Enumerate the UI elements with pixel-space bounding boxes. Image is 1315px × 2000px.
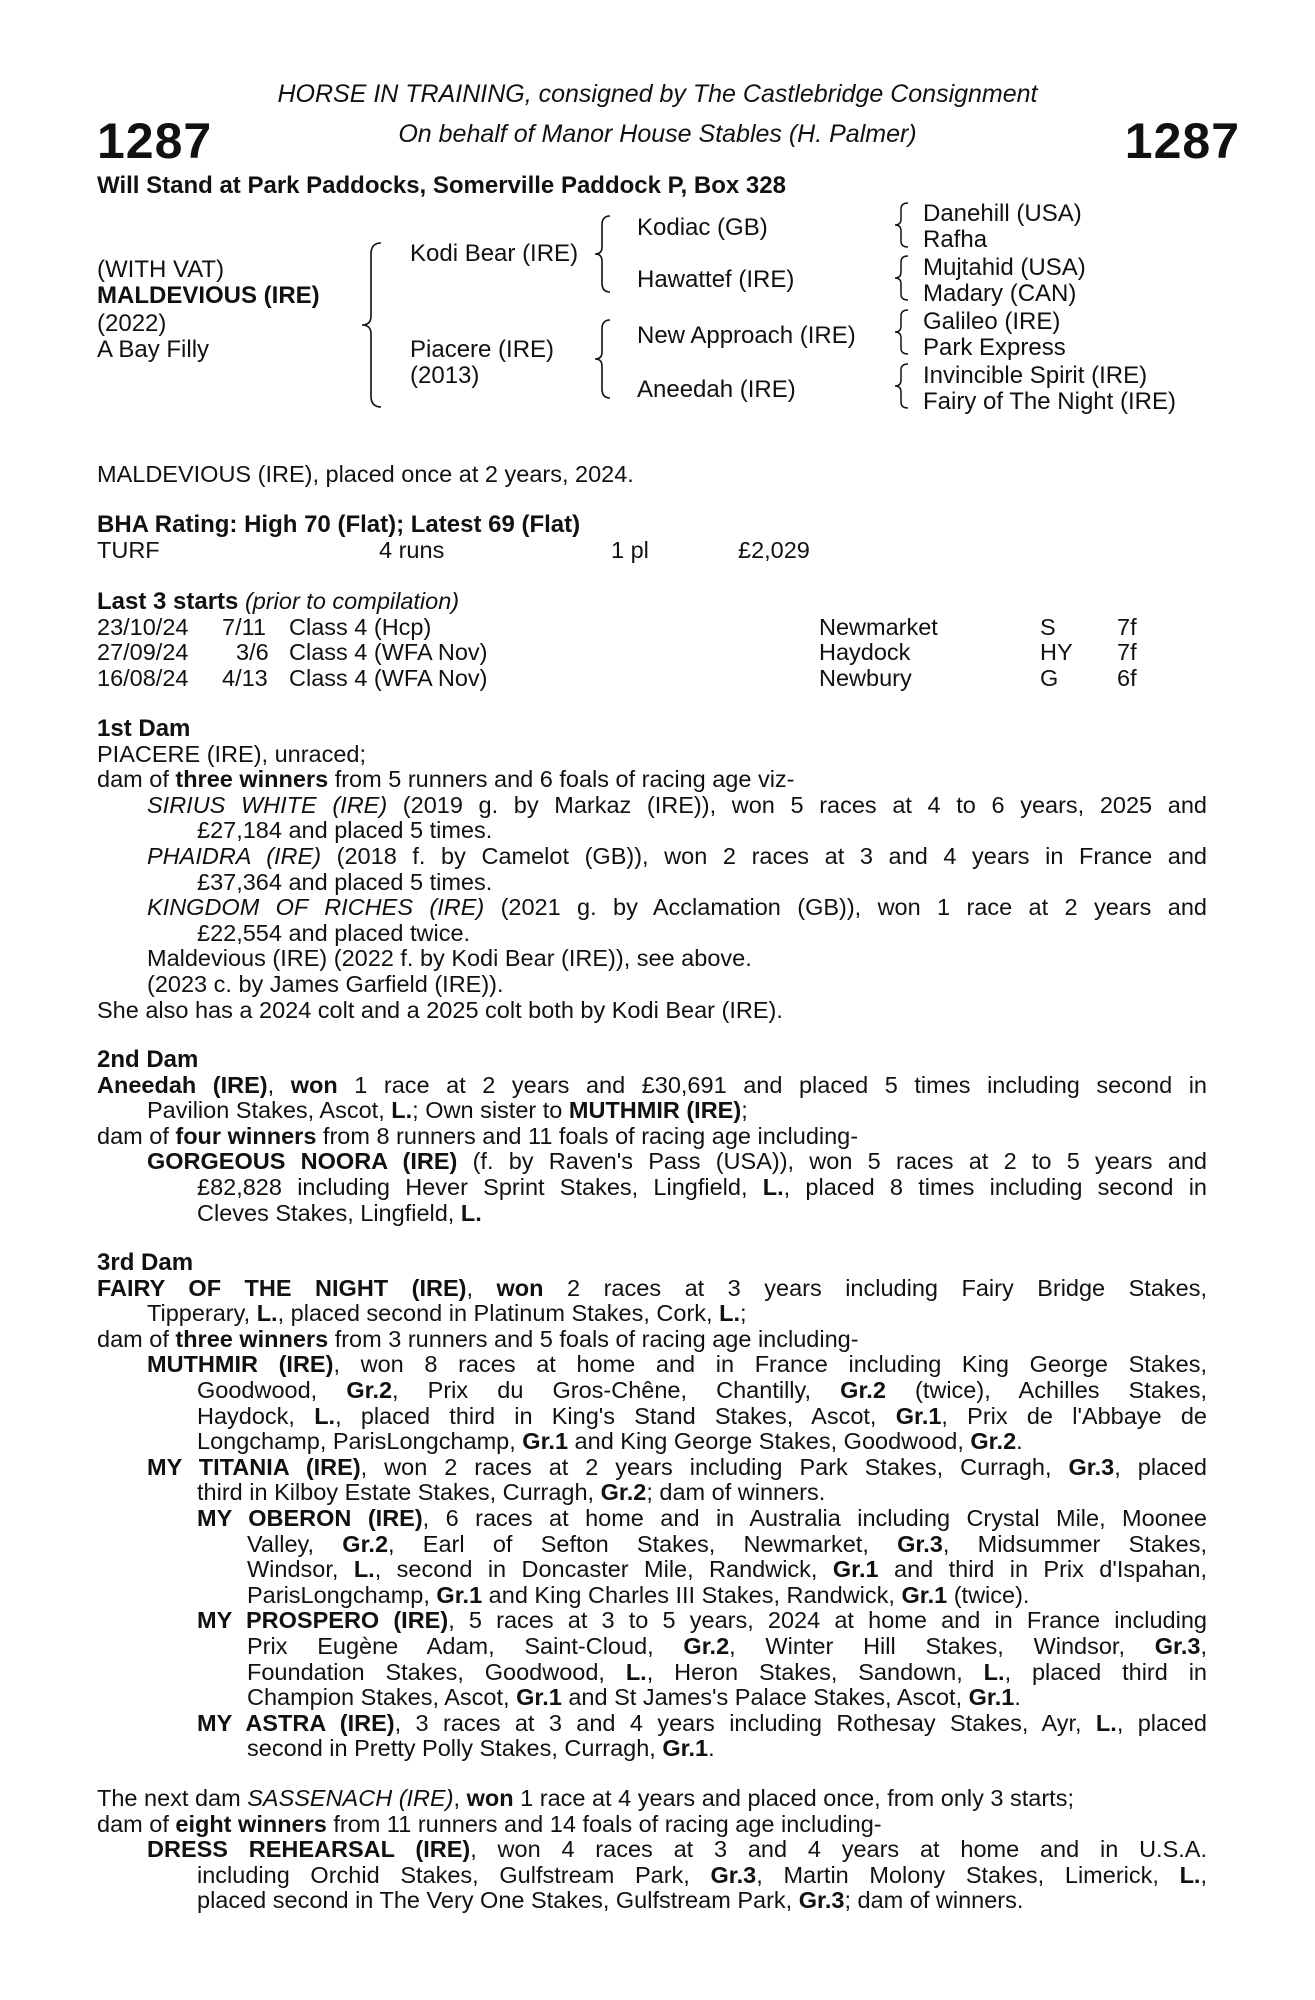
stand-location: Will Stand at Park Paddocks, Somerville Paddock P, Box 328	[97, 172, 786, 199]
progeny-line: Goodwood, Gr.2, Prix du Gros-Chêne, Chantilly, Gr.2 (twice), Achilles Stakes,	[197, 1376, 1207, 1403]
sire-sire: Kodiac (GB)	[637, 214, 768, 241]
lot-number-right: 1287	[1124, 113, 1240, 169]
first-dam-name: PIACERE (IRE), unraced;	[97, 740, 367, 767]
start-race: Class 4 (Hcp)	[289, 613, 432, 640]
dam-dam-sire: Invincible Spirit (IRE)	[923, 362, 1148, 389]
sire-dam: Hawattef (IRE)	[637, 266, 795, 293]
dam-sire-sire: Galileo (IRE)	[923, 308, 1061, 335]
grand-progeny-line: Prix Eugène Adam, Saint-Cloud, Gr.2, Winter Hill Stakes, Windsor, Gr.3,	[247, 1632, 1207, 1659]
rating-title: BHA Rating: High 70 (Flat); Latest 69 (Flat)	[97, 511, 581, 538]
grand-progeny-line: MY PROSPERO (IRE), 5 races at 3 to 5 years, 2024 at home and in France including	[197, 1607, 1207, 1634]
pedigree-table	[97, 200, 1227, 420]
start-row	[97, 666, 1207, 692]
lot-number-left: 1287	[97, 113, 213, 169]
dam-dam-dam: Fairy of The Night (IRE)	[923, 388, 1176, 415]
progeny-line: KINGDOM OF RICHES (IRE) (2021 g. by Acclamation (GB)), won 1 race at 2 years and	[147, 894, 1207, 921]
rating-placed: 1 pl	[611, 536, 649, 563]
rating-surface: TURF	[97, 536, 160, 563]
sire-dam-sire: Mujtahid (USA)	[923, 254, 1086, 281]
start-date: 27/09/24	[97, 639, 189, 666]
third-dam-heading: 3rd Dam	[97, 1249, 194, 1276]
behalf-line: On behalf of Manor House Stables (H. Palmer)	[398, 120, 917, 148]
progeny-line: including Orchid Stakes, Gulfstream Park, Gr.3, Martin Molony Stakes, Limerick, L.,	[197, 1861, 1207, 1888]
pedigree-bracket-sd	[892, 254, 914, 302]
progeny-line: £22,554 and placed twice.	[197, 919, 471, 946]
last-starts-title-line	[97, 589, 1207, 615]
second-dam-detail: Pavilion Stakes, Ascot, L.; Own sister to MUTHMIR (IRE);	[147, 1097, 748, 1124]
start-row	[97, 615, 1207, 641]
pedigree-bracket-main	[359, 240, 389, 410]
next-dam-produce: dam of eight winners from 11 runners and 14 foals of racing age including-	[97, 1810, 882, 1837]
third-dam-detail: Tipperary, L., placed second in Platinum Stakes, Cork, L.;	[147, 1300, 747, 1327]
start-position: 3/6	[236, 639, 269, 666]
start-course: Haydock	[819, 639, 911, 666]
progeny-line: MUTHMIR (IRE), won 8 races at home and in France including King George Stakes,	[147, 1351, 1208, 1378]
grand-progeny-line: ParisLongchamp, Gr.1 and King Charles III Stakes, Randwick, Gr.1 (twice).	[247, 1581, 1030, 1608]
start-race: Class 4 (WFA Nov)	[289, 664, 488, 691]
start-course: Newmarket	[819, 613, 938, 640]
start-distance: 6f	[1117, 664, 1137, 691]
horse-year: (2022)	[97, 310, 167, 337]
progeny-line: Longchamp, ParisLongchamp, Gr.1 and King George Stakes, Goodwood, Gr.2.	[197, 1428, 1023, 1455]
third-dam-produce: dam of three winners from 3 runners and 5 foals of racing age including-	[97, 1325, 859, 1352]
start-date: 16/08/24	[97, 664, 189, 691]
start-date: 23/10/24	[97, 613, 189, 640]
progeny-note: She also has a 2024 colt and a 2025 colt both by Kodi Bear (IRE).	[97, 996, 783, 1023]
next-dam-name: The next dam SASSENACH (IRE), won 1 race at 4 years and placed once, from only 3 starts;	[97, 1785, 1074, 1811]
second-dam-produce: dam of four winners from 8 runners and 11 foals of racing age including-	[97, 1122, 859, 1149]
start-course: Newbury	[819, 664, 912, 691]
dam-year: (2013)	[410, 362, 480, 389]
progeny-line: £82,828 including Hever Sprint Stakes, Lingfield, L., placed 8 times including second in	[197, 1173, 1207, 1200]
pedigree-bracket-ds	[892, 308, 914, 356]
third-dam-section	[97, 1250, 1207, 1762]
first-dam-section	[97, 716, 1207, 1023]
racing-summary	[97, 462, 1207, 488]
second-dam-name: Aneedah (IRE), won 1 race at 2 years and £30,691 and placed 5 times including second in	[97, 1071, 1208, 1098]
start-position: 4/13	[222, 664, 268, 691]
rating-runs: 4 runs	[379, 536, 445, 563]
grand-progeny-line: MY ASTRA (IRE), 3 races at 3 and 4 years including Rothesay Stakes, Ayr, L., placed	[197, 1709, 1207, 1736]
pedigree-bracket-sire	[592, 214, 616, 294]
progeny-line: placed second in The Very One Stakes, Gulfstream Park, Gr.3; dam of winners.	[197, 1887, 1024, 1914]
start-going: HY	[1040, 639, 1073, 666]
pedigree-bracket-dam	[592, 318, 616, 400]
progeny-line: third in Kilboy Estate Stakes, Curragh, Gr.2; dam of winners.	[197, 1479, 826, 1506]
horse-name: MALDEVIOUS (IRE)	[97, 282, 320, 309]
grand-progeny-line: Windsor, L., second in Doncaster Mile, Randwick, Gr.1 and third in Prix d'Ispahan,	[247, 1556, 1207, 1583]
third-dam-name: FAIRY OF THE NIGHT (IRE), won 2 races at 3 years including Fairy Bridge Stakes,	[97, 1274, 1208, 1301]
rating-earnings: £2,029	[738, 536, 810, 563]
start-position: 7/11	[222, 613, 266, 640]
progeny-line: SIRIUS WHITE (IRE) (2019 g. by Markaz (IRE)), won 5 races at 4 to 6 years, 2025 and	[147, 791, 1207, 818]
progeny-line: MY TITANIA (IRE), won 2 races at 2 years including Park Stakes, Curragh, Gr.3, placed	[147, 1453, 1207, 1480]
first-dam-produce: dam of three winners from 5 runners and 6 foals of racing age viz-	[97, 766, 795, 793]
sire-dam-dam: Madary (CAN)	[923, 280, 1077, 307]
pedigree-bracket-ss	[892, 201, 914, 249]
progeny-line: Haydock, L., placed third in King's Stand Stakes, Ascot, Gr.1, Prix de l'Abbaye de	[197, 1402, 1207, 1429]
last-starts-section	[97, 589, 1207, 691]
rating-section	[97, 512, 1207, 563]
sire-sire-sire: Danehill (USA)	[923, 200, 1082, 227]
dam-dam: Aneedah (IRE)	[637, 376, 796, 403]
last-starts-title: Last 3 starts	[97, 588, 239, 615]
start-going: S	[1040, 613, 1056, 640]
start-going: G	[1040, 664, 1059, 691]
progeny-line: £37,364 and placed 5 times.	[197, 868, 493, 895]
progeny-line: DRESS REHEARSAL (IRE), won 4 races at 3 and 4 years at home and in U.S.A.	[147, 1836, 1207, 1863]
pedigree-bracket-dd	[892, 362, 914, 410]
start-row	[97, 640, 1207, 666]
start-distance: 7f	[1117, 613, 1137, 640]
start-distance: 7f	[1117, 639, 1137, 666]
second-dam-heading: 2nd Dam	[97, 1046, 199, 1073]
progeny-line: Maldevious (IRE) (2022 f. by Kodi Bear (IRE)), see above.	[147, 945, 752, 972]
dam-sire: New Approach (IRE)	[637, 322, 856, 349]
first-dam-heading: 1st Dam	[97, 715, 191, 742]
progeny-line: £27,184 and placed 5 times.	[197, 817, 493, 844]
grand-progeny-line: Valley, Gr.2, Earl of Sefton Stakes, Newmarket, Gr.3, Midsummer Stakes,	[247, 1530, 1207, 1557]
progeny-line: PHAIDRA (IRE) (2018 f. by Camelot (GB)), won 2 races at 3 and 4 years in France and	[147, 842, 1208, 869]
last-starts-note: (prior to compilation)	[244, 588, 460, 614]
grand-progeny-line: second in Pretty Polly Stakes, Curragh, Gr.1.	[247, 1735, 715, 1762]
next-dam-section	[97, 1786, 1207, 1914]
dam-sire-dam: Park Express	[923, 334, 1066, 361]
horse-description: A Bay Filly	[97, 336, 210, 363]
progeny-line: Cleves Stakes, Lingfield, L.	[197, 1199, 482, 1226]
grand-progeny-line: MY OBERON (IRE), 6 races at home and in Australia including Crystal Mile, Moonee	[197, 1504, 1207, 1531]
progeny-line: GORGEOUS NOORA (IRE) (f. by Raven's Pass (USA)), won 5 races at 2 to 5 years and	[147, 1148, 1207, 1175]
sire-sire-dam: Rafha	[923, 226, 988, 253]
dam: Piacere (IRE)	[410, 336, 555, 363]
second-dam-section	[97, 1047, 1207, 1226]
start-race: Class 4 (WFA Nov)	[289, 639, 488, 666]
summary-line: MALDEVIOUS (IRE), placed once at 2 years, 2024.	[97, 461, 634, 487]
rating-row	[97, 538, 1207, 564]
grand-progeny-line: Foundation Stakes, Goodwood, L., Heron Stakes, Sandown, L., placed third in	[247, 1658, 1207, 1685]
grand-progeny-line: Champion Stakes, Ascot, Gr.1 and St James's Palace Stakes, Ascot, Gr.1.	[247, 1684, 1021, 1711]
progeny-line: (2023 c. by James Garfield (IRE)).	[147, 970, 504, 997]
vat-note: (WITH VAT)	[97, 256, 225, 283]
sire: Kodi Bear (IRE)	[410, 240, 579, 267]
consignor-line: HORSE IN TRAINING, consigned by The Castlebridge Consignment	[277, 80, 1038, 108]
